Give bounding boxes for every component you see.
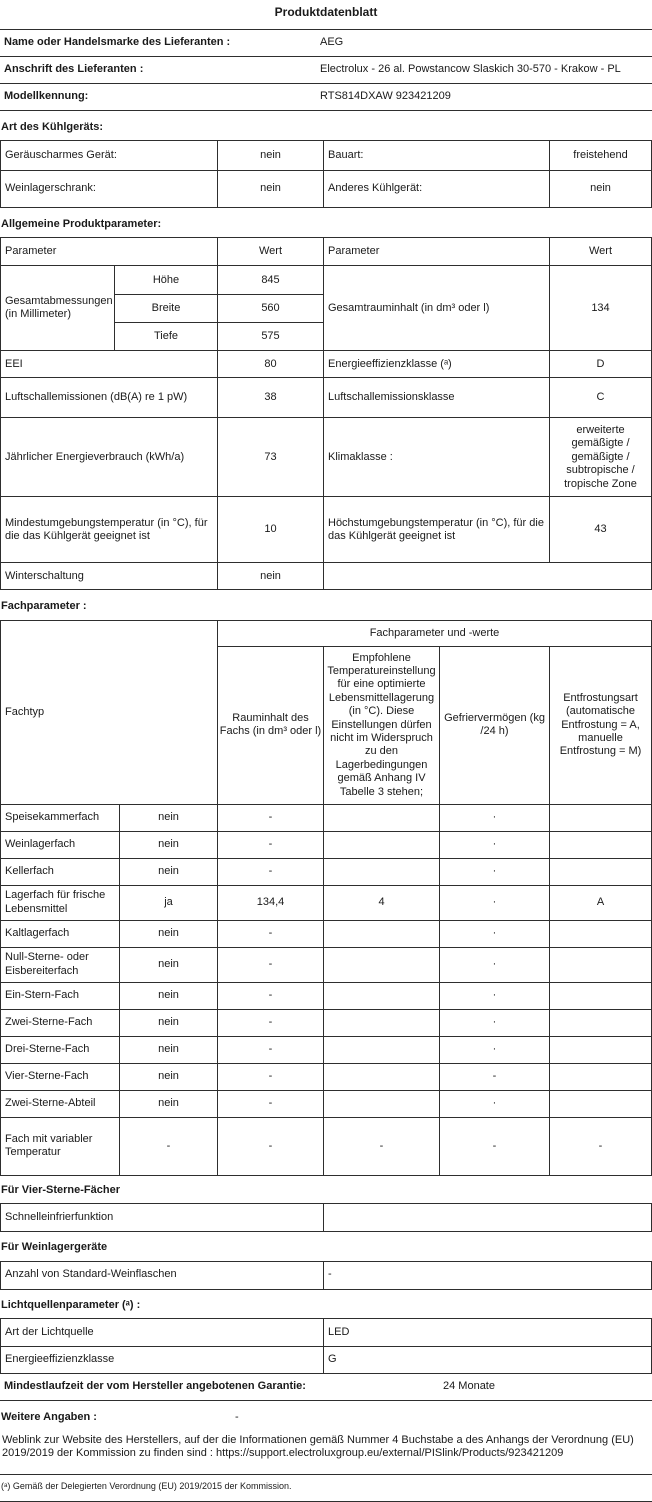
compartment-present: nein <box>119 859 217 885</box>
column-header: Parameter <box>323 238 549 265</box>
compartment-name: Kaltlagerfach <box>5 927 70 940</box>
compartment-name: Kellerfach <box>5 865 54 878</box>
light-source-table <box>0 1318 652 1374</box>
dimension-value: 575 <box>217 322 323 350</box>
compartment-volume: - <box>217 1037 323 1063</box>
compartment-temp <box>323 921 439 947</box>
compartment-defrost <box>549 805 651 831</box>
compartment-defrost: - <box>549 1118 651 1175</box>
compartment-freeze: · <box>439 1091 549 1117</box>
compartment-temp <box>323 1010 439 1036</box>
footnote-divider <box>0 1474 652 1475</box>
compartment-freeze: · <box>439 1037 549 1063</box>
compartment-freeze: · <box>439 948 549 982</box>
compartment-temp <box>323 805 439 831</box>
column-header-temperature: Empfohlene Temperatureinstellung für eine optimierte Lebensmittellagerung (in °C). Diese Einstellungen dürfen nicht im Widerspruch zu den Lagerbedingungen gemäß Anhang IV Tabelle 3 stehen; <box>323 646 439 804</box>
compartment-row <box>1 885 651 920</box>
column-header-defrost-type: Entfrostungsart (automatische Entfrostung = A, manuelle Entfrostung = M) <box>549 646 651 804</box>
compartment-volume: - <box>217 1118 323 1175</box>
param-value: nein <box>217 141 323 170</box>
compartment-freeze: · <box>439 805 549 831</box>
compartment-freeze: · <box>439 1010 549 1036</box>
section-heading-four-star: Für Vier-Sterne-Fächer <box>1 1183 121 1196</box>
param-label: Anzahl von Standard-Weinflaschen <box>5 1268 177 1281</box>
doc-title: Produktdatenblatt <box>274 5 378 19</box>
dimension-name: Breite <box>114 294 217 322</box>
additional-info-row <box>0 1409 652 1427</box>
supplier-address-row <box>0 57 652 84</box>
param-value: 80 <box>217 351 323 377</box>
wine-storage-table <box>0 1261 652 1290</box>
compartment-row <box>1 982 651 1009</box>
compartment-defrost <box>549 859 651 885</box>
param-label: Luftschallemissionen (dB(A) re 1 pW) <box>5 391 188 404</box>
compartment-name: Fach mit variabler Temperatur <box>5 1132 93 1159</box>
compartment-row <box>1 1090 651 1117</box>
appliance-type-table <box>0 140 652 208</box>
param-label: Schnelleinfrierfunktion <box>5 1211 114 1224</box>
empty-cell <box>323 563 651 589</box>
compartment-name: Lagerfach für frische Lebensmittel <box>5 889 106 915</box>
section-heading-appliance-type: Art des Kühlgeräts: <box>1 120 104 133</box>
compartment-row <box>1 920 651 947</box>
compartment-present: nein <box>119 921 217 947</box>
compartment-volume: - <box>217 1010 323 1036</box>
param-value: 38 <box>217 378 323 417</box>
param-label: Art der Lichtquelle <box>5 1325 94 1338</box>
compartment-volume: - <box>217 1064 323 1090</box>
param-label: Höchstumgebungstemperatur (in °C), für die das Kühlgerät geeignet ist <box>323 497 549 562</box>
table-row <box>1 170 651 207</box>
compartment-volume: - <box>217 832 323 858</box>
compartment-name: Zwei-Sterne-Fach <box>5 1016 93 1029</box>
param-value: freistehend <box>549 141 651 170</box>
compartment-defrost <box>549 921 651 947</box>
dimension-value: 845 <box>217 266 323 294</box>
supplier-name-label: Name oder Handelsmarke des Lieferanten : <box>4 35 231 48</box>
total-volume-label: Gesamtrauminhalt (in dm³ oder l) <box>323 266 549 350</box>
compartment-temp <box>323 859 439 885</box>
compartment-temp: 4 <box>323 886 439 920</box>
compartment-freeze: · <box>439 921 549 947</box>
param-label: Bauart: <box>323 141 549 170</box>
compartment-present: nein <box>119 1037 217 1063</box>
section-heading-light-source: Lichtquellenparameter (ᵃ) : <box>1 1298 141 1311</box>
param-label: EEI <box>5 357 23 370</box>
column-header-freezing-capacity: Gefriervermögen (kg /24 h) <box>439 646 549 804</box>
compartment-volume: - <box>217 921 323 947</box>
compartment-defrost <box>549 1010 651 1036</box>
compartment-present: nein <box>119 1091 217 1117</box>
table-row <box>1 350 651 377</box>
dimensions-row <box>1 265 651 350</box>
compartment-defrost <box>549 1037 651 1063</box>
warranty-value: 24 Monate <box>443 1380 495 1393</box>
compartment-temp <box>323 1037 439 1063</box>
manufacturer-weblink-text: Weblink zur Website des Herstellers, auf der die Informationen gemäß Nummer 4 Buchstabe a des Anhangs der Verordnung (EU) 2019/2019 der Kommission zu finden sind : https://support.electroluxgroup.eu/external/PISlink/Products/923421209 <box>2 1434 634 1460</box>
compartment-defrost <box>549 1064 651 1090</box>
param-label: Mindestumgebungstemperatur (in °C), für die das Kühlgerät geeignet ist <box>5 516 208 542</box>
compartment-freeze: · <box>439 832 549 858</box>
compartment-name: Weinlagerfach <box>5 838 76 851</box>
supplier-name-row <box>0 30 652 57</box>
param-label: Weinlagerschrank: <box>5 182 96 195</box>
winter-setting-row <box>1 562 651 589</box>
param-label: Winterschaltung <box>5 569 84 582</box>
supplier-address-value: Electrolux - 26 al. Powstancow Slaskich 30-570 - Krakow - PL <box>320 62 621 75</box>
table-header-row <box>1 238 651 265</box>
compartment-freeze: · <box>439 859 549 885</box>
warranty-row <box>0 1374 652 1401</box>
table-row <box>1 496 651 562</box>
compartment-present: nein <box>119 1010 217 1036</box>
param-value: 73 <box>217 418 323 496</box>
param-value: erweiterte gemäßigte / gemäßigte / subtropische / tropische Zone <box>549 418 651 496</box>
four-star-table <box>0 1203 652 1232</box>
compartment-defrost <box>549 1091 651 1117</box>
table-row <box>1 417 651 496</box>
compartment-defrost: A <box>549 886 651 920</box>
compartment-present: nein <box>119 805 217 831</box>
param-value: G <box>323 1347 651 1373</box>
param-label: Energieeffizienzklasse (ᵃ) <box>323 351 549 377</box>
compartment-temp <box>323 1064 439 1090</box>
dimension-name: Tiefe <box>114 322 217 350</box>
compartment-defrost <box>549 948 651 982</box>
dimensions-label: Gesamtabmessungen (in Millimeter) <box>5 295 113 321</box>
compartment-row <box>1 858 651 885</box>
column-header: Parameter <box>5 245 57 258</box>
additional-info-label: Weitere Angaben : <box>1 1411 97 1424</box>
model-id-row <box>0 84 652 111</box>
compartment-temp <box>323 1091 439 1117</box>
section-heading-compartment-params: Fachparameter : <box>1 600 87 613</box>
model-id-value: RTS814DXAW 923421209 <box>320 89 451 102</box>
compartment-row <box>1 804 651 831</box>
table-row <box>1 1346 651 1373</box>
additional-info-value: - <box>234 1411 239 1424</box>
compartment-freeze: - <box>439 1064 549 1090</box>
model-id-label: Modellkennung: <box>4 89 89 102</box>
compartment-name: Vier-Sterne-Fach <box>5 1070 89 1083</box>
compartment-name: Null-Sterne- oder Eisbereiterfach <box>5 951 89 977</box>
table-row <box>1 141 651 170</box>
section-heading-general-params: Allgemeine Produktparameter: <box>1 218 162 231</box>
param-label: Anderes Kühlgerät: <box>323 171 549 207</box>
compartment-present: nein <box>119 983 217 1009</box>
compartment-row <box>1 1009 651 1036</box>
param-value: nein <box>217 171 323 207</box>
param-label: Luftschallemissionsklasse <box>323 378 549 417</box>
section-heading-wine-storage: Für Weinlagergeräte <box>1 1241 108 1254</box>
general-params-table <box>0 237 652 590</box>
compartment-row <box>1 831 651 858</box>
param-value: 43 <box>549 497 651 562</box>
table-row <box>1 377 651 417</box>
compartment-row <box>1 1036 651 1063</box>
compartment-defrost <box>549 983 651 1009</box>
compartment-name: Speisekammerfach <box>5 811 100 824</box>
param-label: Jährlicher Energieverbrauch (kWh/a) <box>5 450 185 463</box>
column-header-volume: Rauminhalt des Fachs (in dm³ oder l) <box>217 646 323 804</box>
compartment-row <box>1 1063 651 1090</box>
compartment-volume: 134,4 <box>217 886 323 920</box>
param-value: nein <box>549 171 651 207</box>
param-label: Geräuscharmes Gerät: <box>5 148 117 161</box>
param-value <box>323 1204 651 1231</box>
table-row <box>1 1319 651 1346</box>
supplier-address-label: Anschrift des Lieferanten : <box>4 62 144 75</box>
param-value: 10 <box>217 497 323 562</box>
compartment-volume: - <box>217 948 323 982</box>
compartment-freeze: - <box>439 1118 549 1175</box>
compartment-table-header <box>1 621 651 804</box>
group-header: Fachparameter und -werte <box>217 621 651 646</box>
dimension-name: Höhe <box>114 266 217 294</box>
compartment-name: Drei-Sterne-Fach <box>5 1043 90 1056</box>
supplier-name-value: AEG <box>320 35 344 48</box>
compartment-temp <box>323 983 439 1009</box>
param-value: LED <box>323 1319 651 1346</box>
compartment-volume: - <box>217 983 323 1009</box>
compartment-name: Ein-Stern-Fach <box>5 989 79 1002</box>
compartment-row <box>1 1117 651 1175</box>
compartment-defrost <box>549 832 651 858</box>
table-row <box>1 1262 651 1289</box>
compartment-freeze: · <box>439 886 549 920</box>
compartment-present: ja <box>119 886 217 920</box>
param-value: D <box>549 351 651 377</box>
compartment-freeze: · <box>439 983 549 1009</box>
supplier-info <box>0 29 652 111</box>
compartment-present: - <box>119 1118 217 1175</box>
compartment-volume: - <box>217 1091 323 1117</box>
param-label: Energieeffizienzklasse <box>5 1353 115 1366</box>
total-volume-value: 134 <box>549 266 651 350</box>
param-value: - <box>323 1262 651 1289</box>
footnote: (ᵃ) Gemäß der Delegierten Verordnung (EU) 2019/2015 der Kommission. <box>1 1480 292 1491</box>
compartment-temp <box>323 832 439 858</box>
warranty-label: Mindestlaufzeit der vom Hersteller angebotenen Garantie: <box>4 1380 306 1393</box>
compartment-present: nein <box>119 1064 217 1090</box>
compartment-present: nein <box>119 832 217 858</box>
compartment-temp <box>323 948 439 982</box>
compartment-name: Zwei-Sterne-Abteil <box>5 1097 96 1110</box>
compartment-row <box>1 947 651 982</box>
compartment-present: nein <box>119 948 217 982</box>
compartment-volume: - <box>217 859 323 885</box>
compartment-params-table <box>0 620 652 1176</box>
column-header: Wert <box>549 238 651 265</box>
param-value: nein <box>217 563 323 589</box>
column-header-fachtyp: Fachtyp <box>5 705 45 718</box>
column-header: Wert <box>217 238 323 265</box>
dimension-value: 560 <box>217 294 323 322</box>
param-value: C <box>549 378 651 417</box>
table-row <box>1 1204 651 1231</box>
param-label: Klimaklasse : <box>323 418 549 496</box>
compartment-temp: - <box>323 1118 439 1175</box>
compartment-volume: - <box>217 805 323 831</box>
